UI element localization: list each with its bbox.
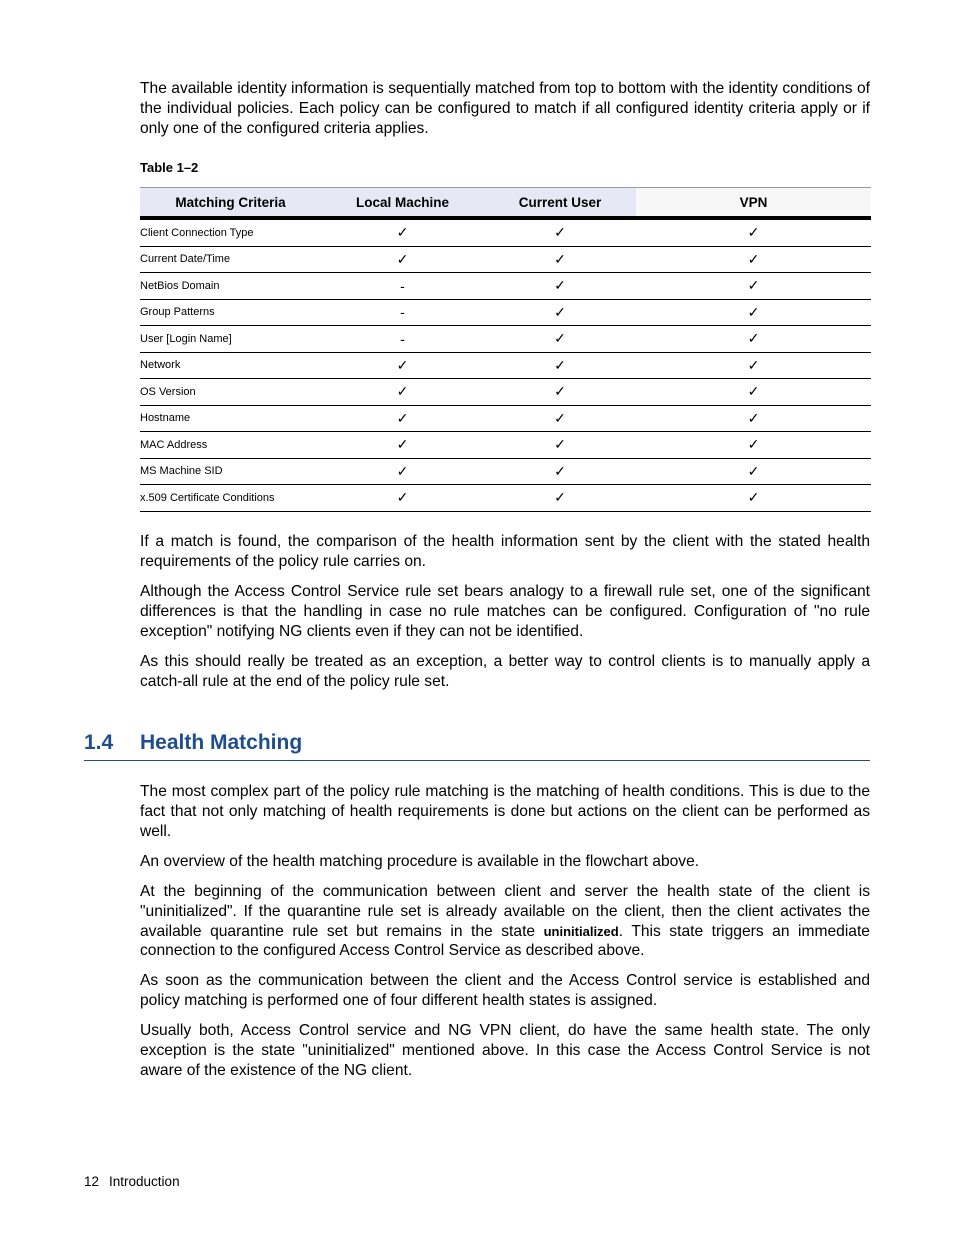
criteria-mark-cell: -: [321, 326, 484, 353]
criteria-mark-cell: ✓: [321, 218, 484, 246]
criteria-mark-cell: ✓: [636, 299, 871, 326]
table-caption: Table 1–2: [140, 160, 199, 175]
criteria-mark-cell: ✓: [636, 326, 871, 353]
criteria-mark-cell: ✓: [321, 379, 484, 406]
header-matching-criteria: Matching Criteria: [140, 188, 321, 219]
criteria-mark-cell: -: [321, 299, 484, 326]
table-row: [140, 299, 871, 326]
criteria-mark-cell: ✓: [636, 432, 871, 459]
criteria-mark-cell: ✓: [636, 273, 871, 300]
criteria-name-cell: Current Date/Time: [140, 246, 321, 273]
footer-chapter: Introduction: [109, 1174, 180, 1189]
established-paragraph: As soon as the communication between the client and the Access Control service is established and policy matching is performed one of four different health states is assigned.: [140, 972, 870, 1009]
matching-criteria-table: [140, 187, 871, 512]
criteria-mark-cell: ✓: [636, 218, 871, 246]
criteria-mark-cell: ✓: [636, 352, 871, 379]
table-row: [140, 485, 871, 512]
complex-paragraph: The most complex part of the policy rule matching is the matching of health conditions. This is due to the fact that not only matching of health requirements is done but actions on the client can be performed as well.: [140, 783, 870, 840]
beginning-paragraph: [140, 882, 870, 961]
criteria-mark-cell: ✓: [636, 485, 871, 512]
criteria-name-cell: Network: [140, 352, 321, 379]
criteria-name-cell: Hostname: [140, 405, 321, 432]
section-number: 1.4: [84, 731, 114, 754]
table-row: [140, 326, 871, 353]
criteria-mark-cell: ✓: [484, 246, 636, 273]
criteria-name-cell: User [Login Name]: [140, 326, 321, 353]
criteria-mark-cell: ✓: [484, 273, 636, 300]
criteria-mark-cell: -: [321, 273, 484, 300]
table-row: [140, 379, 871, 406]
table-row: [140, 405, 871, 432]
page-footer: [84, 1174, 180, 1189]
criteria-mark-cell: ✓: [484, 405, 636, 432]
criteria-mark-cell: ✓: [484, 432, 636, 459]
criteria-mark-cell: ✓: [484, 326, 636, 353]
criteria-mark-cell: ✓: [636, 458, 871, 485]
beginning-text-after: . This state triggers an immediate connection to the configured Access Control Service as described above.: [140, 922, 870, 960]
header-local-machine: Local Machine: [321, 188, 484, 219]
criteria-name-cell: OS Version: [140, 379, 321, 406]
table-row: [140, 352, 871, 379]
exception-paragraph: As this should really be treated as an exception, a better way to control clients is to manually apply a catch-all rule at the end of the policy rule set.: [140, 653, 870, 690]
page-number: 12: [84, 1174, 100, 1189]
header-vpn: VPN: [636, 188, 871, 219]
beginning-text-before: At the beginning of the communication between client and server the health state of the client is "uninitialized". If the quarantine rule set is already available on the client, then the client activates the available quarantine rule set but remains in the state: [140, 883, 870, 940]
table-row: [140, 432, 871, 459]
criteria-mark-cell: ✓: [636, 379, 871, 406]
match-found-paragraph: If a match is found, the comparison of the health information sent by the client with the stated health requirements of the policy rule carries on.: [140, 533, 870, 570]
criteria-name-cell: x.509 Certificate Conditions: [140, 485, 321, 512]
table-body: [140, 218, 871, 511]
header-current-user: Current User: [484, 188, 636, 219]
criteria-name-cell: MAC Address: [140, 432, 321, 459]
usually-paragraph: Usually both, Access Control service and NG VPN client, do have the same health state. The only exception is the state "uninitialized" mentioned above. In this case the Access Control Service is not aware of the existence of the NG client.: [140, 1022, 870, 1079]
criteria-mark-cell: ✓: [484, 458, 636, 485]
criteria-mark-cell: ✓: [484, 299, 636, 326]
table-row: [140, 273, 871, 300]
criteria-mark-cell: ✓: [321, 246, 484, 273]
criteria-mark-cell: ✓: [636, 405, 871, 432]
criteria-mark-cell: ✓: [484, 485, 636, 512]
criteria-name-cell: Group Patterns: [140, 299, 321, 326]
section-heading: [84, 729, 870, 761]
criteria-name-cell: Client Connection Type: [140, 218, 321, 246]
criteria-mark-cell: ✓: [321, 458, 484, 485]
criteria-mark-cell: ✓: [321, 405, 484, 432]
criteria-mark-cell: ✓: [636, 246, 871, 273]
criteria-mark-cell: ✓: [484, 352, 636, 379]
criteria-mark-cell: ✓: [484, 379, 636, 406]
table-row: [140, 458, 871, 485]
table-row: [140, 218, 871, 246]
uninitialized-state-term: uninitialized: [543, 923, 619, 939]
analogy-paragraph: Although the Access Control Service rule set bears analogy to a firewall rule set, one of the significant differences is that the handling in case no rule matches can be configured. Configuration of "no rule exception" notifying NG clients even if they can not be identified.: [140, 583, 870, 640]
section-title: Health Matching: [140, 731, 303, 754]
table-header-row: [140, 188, 871, 219]
criteria-mark-cell: ✓: [321, 485, 484, 512]
intro-paragraph: The available identity information is sequentially matched from top to bottom with the identity conditions of the individual policies. Each policy can be configured to match if all configured identity criteria apply or if only one of the configured criteria applies.: [140, 80, 870, 137]
criteria-mark-cell: ✓: [321, 432, 484, 459]
overview-paragraph: An overview of the health matching procedure is available in the flowchart above.: [140, 853, 700, 870]
criteria-mark-cell: ✓: [484, 218, 636, 246]
table-row: [140, 246, 871, 273]
criteria-name-cell: MS Machine SID: [140, 458, 321, 485]
criteria-mark-cell: ✓: [321, 352, 484, 379]
criteria-name-cell: NetBios Domain: [140, 273, 321, 300]
